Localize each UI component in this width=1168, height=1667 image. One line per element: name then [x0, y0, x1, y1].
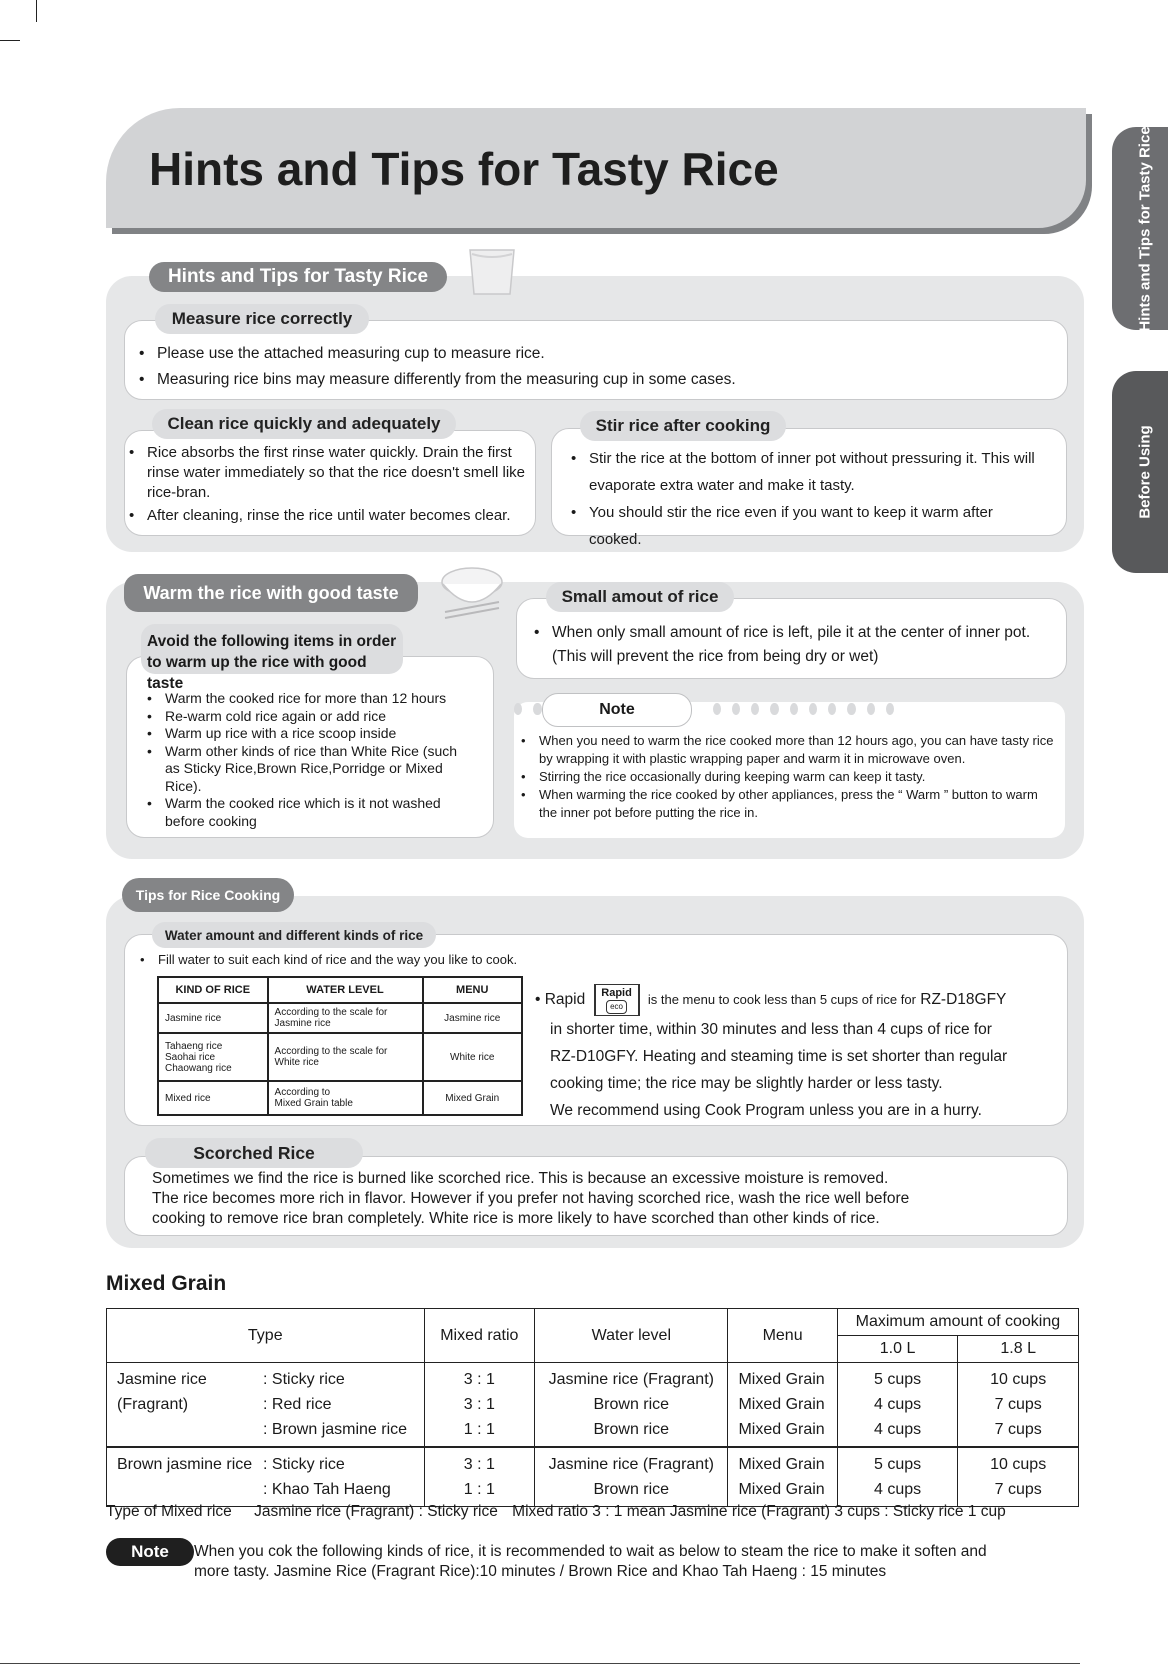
note-line: more tasty. Jasmine Rice (Fragrant Rice):10 minutes / Brown Rice and Khao Tah Haeng : 15 minutes — [194, 1563, 887, 1580]
menu-cell — [728, 1363, 837, 1448]
list-item: • Please use the attached measuring cup to measure rice. — [137, 341, 1037, 367]
mix-rice: : Sticky rice — [263, 1456, 345, 1473]
table-header: 1.8 L — [958, 1336, 1079, 1363]
table-cell: Mixed rice — [158, 1081, 268, 1115]
scorched-text — [152, 1169, 909, 1229]
menu-value: Mixed Grain — [738, 1396, 825, 1413]
table-header: MENU — [423, 977, 523, 1003]
base-rice: Brown jasmine rice — [117, 1456, 253, 1473]
water-value: Jasmine rice (Fragrant) — [548, 1456, 714, 1473]
list-item: • Warm the cooked rice which is it not washed before cooking — [145, 795, 475, 830]
list-item: • Stirring the rice occasionally during keeping warm can keep it tasty. — [519, 768, 1059, 786]
avoid-title-line: Avoid the following items in order — [147, 633, 397, 650]
table-cell: Tahaeng rice Saohai rice Chaowang rice — [158, 1033, 268, 1081]
list-item: • Rice absorbs the first rinse water quickly. Drain the first rinse water immediately so that the rice doesn't smell like rice-bran. — [127, 443, 527, 503]
note-title: Note — [542, 693, 692, 727]
table-cell: Mixed Grain — [423, 1081, 523, 1115]
water-cell — [535, 1363, 728, 1448]
cups-cell — [837, 1447, 958, 1507]
side-tab-hints[interactable] — [1112, 127, 1168, 330]
scorched-box — [124, 1156, 1068, 1236]
list-item: • Measuring rice bins may measure differently from the measuring cup in some cases. — [137, 367, 1037, 393]
table-row — [107, 1447, 1079, 1507]
small-rice-title: Small amout of rice — [546, 582, 734, 612]
ratio-cell — [424, 1363, 535, 1448]
mixed-grain-table — [106, 1308, 1079, 1507]
bottom-rule — [0, 1663, 1080, 1664]
measure-list — [137, 341, 1037, 393]
rapid-line: RZ-D10GFY. Heating and steaming time is set shorter than regular — [550, 1048, 1008, 1065]
scorched-title: Scorched Rice — [145, 1138, 363, 1168]
water-value: Jasmine rice (Fragrant) — [548, 1371, 714, 1388]
rapid-description — [535, 984, 1055, 1124]
base-rice: Jasmine rice — [117, 1371, 207, 1388]
table-cell: White rice — [423, 1033, 523, 1081]
scorched-line: The rice becomes more rich in flavor. However if you prefer not having scorched rice, wash the rice well before — [152, 1190, 910, 1207]
note-badge: Note — [106, 1538, 194, 1566]
list-item: • When you need to warm the rice cooked more than 12 hours ago, you can have tasty rice by wrapping it with plastic wrapping paper and warm it in microwave oven. — [519, 732, 1059, 768]
ratio-value: 1 : 1 — [463, 1481, 495, 1498]
water-intro — [138, 950, 738, 970]
menu-cell — [728, 1447, 837, 1507]
list-item: • Warm the cooked rice for more than 12 hours — [145, 690, 475, 708]
rapid-word: Rapid — [544, 991, 586, 1009]
list-item: • After cleaning, rinse the rice until water becomes clear. — [127, 506, 527, 526]
list-item: • You should stir the rice even if you want to keep it warm after cooked. — [569, 499, 1049, 553]
crop-mark — [0, 40, 20, 41]
water-value: Brown rice — [593, 1481, 670, 1498]
rapid-line — [535, 984, 1055, 1016]
mix-rice: : Red rice — [263, 1396, 332, 1413]
menu-value: Mixed Grain — [738, 1481, 825, 1498]
list-item: • Re-warm cold rice again or add rice — [145, 708, 475, 726]
water-value: Brown rice — [593, 1421, 670, 1438]
table-header: 1.0 L — [837, 1336, 958, 1363]
ratio-value: 3 : 1 — [463, 1456, 495, 1473]
footnote-part: Mixed ratio 3 : 1 mean Jasmine rice (Fragrant) 3 cups : Sticky rice 1 cup — [512, 1503, 1006, 1520]
table-header: Type — [107, 1309, 425, 1363]
table-row — [158, 1033, 522, 1081]
list-item: • When only small amount of rice is left, pile it at the center of inner pot. (This will prevent the rice from being dry or wet) — [532, 621, 1032, 669]
ratio-value: 3 : 1 — [463, 1396, 495, 1413]
table-header: Maximum amount of cooking — [837, 1309, 1078, 1336]
scorched-line: cooking to remove rice bran completely. White rice is more likely to have scorched than other kinds of rice. — [152, 1210, 880, 1227]
table-cell: Jasmine rice — [423, 1003, 523, 1033]
menu-value: Mixed Grain — [738, 1421, 825, 1438]
table-row — [158, 1003, 522, 1033]
table-cell: According to the scale for White rice — [268, 1033, 423, 1081]
stir-list — [569, 445, 1049, 553]
table-cell: According to Mixed Grain table — [268, 1081, 423, 1115]
mix-rice: : Sticky rice — [263, 1371, 345, 1388]
clean-box — [124, 430, 536, 536]
type-cell — [107, 1447, 425, 1507]
cups-value: 10 cups — [990, 1371, 1047, 1388]
cups-value: 7 cups — [994, 1421, 1042, 1438]
crop-mark — [36, 0, 37, 22]
rapid-text: is the menu to cook less than 5 cups of rice for — [647, 992, 916, 1008]
ratio-value: 1 : 1 — [463, 1421, 495, 1438]
clean-list — [127, 443, 527, 526]
small-rice-list — [532, 621, 1032, 669]
list-item: • Warm up rice with a rice scoop inside — [145, 725, 475, 743]
table-row — [107, 1363, 1079, 1448]
note-list — [519, 732, 1059, 822]
cups-value: 5 cups — [873, 1371, 922, 1388]
rapid-line: We recommend using Cook Program unless you are in a hurry. — [550, 1102, 982, 1119]
scorched-line: Sometimes we find the rice is burned like scorched rice. This is because an excessive moisture is removed. — [152, 1170, 889, 1187]
mixed-grain-footnote — [106, 1503, 1006, 1521]
cups-cell — [837, 1363, 958, 1448]
list-item: • Stir the rice at the bottom of inner pot without pressuring it. This will evaporate extra water and make it tasty. — [569, 445, 1049, 499]
water-title: Water amount and different kinds of rice — [152, 922, 436, 948]
table-header: WATER LEVEL — [268, 977, 423, 1003]
side-tab-label: Before Using — [1136, 425, 1154, 519]
page-title: Hints and Tips for Tasty Rice — [149, 143, 779, 195]
bullet: • — [535, 991, 545, 1009]
rapid-eco-icon — [594, 984, 640, 1016]
ratio-cell — [424, 1447, 535, 1507]
avoid-title — [141, 624, 403, 692]
cups-value: 4 cups — [873, 1421, 922, 1438]
water-level-table — [157, 976, 523, 1116]
table-header: Menu — [728, 1309, 837, 1363]
model-number: RZ-D18GFY — [920, 991, 1007, 1009]
stir-title: Stir rice after cooking — [580, 411, 786, 441]
cups-value: 5 cups — [873, 1456, 922, 1473]
note-line: When you cok the following kinds of rice, it is recommended to wait as below to steam the rice to make it soften and — [194, 1543, 987, 1560]
rapid-line: in shorter time, within 30 minutes and less than 4 cups of rice for — [550, 1021, 992, 1038]
mix-rice: : Brown jasmine rice — [263, 1421, 408, 1438]
cups-value: 7 cups — [994, 1481, 1042, 1498]
section-tips-heading: Tips for Rice Cooking — [122, 878, 294, 912]
stir-box — [551, 428, 1067, 548]
mix-rice: : Khao Tah Haeng — [263, 1481, 391, 1498]
measure-title: Measure rice correctly — [155, 304, 369, 334]
water-cell — [535, 1447, 728, 1507]
clean-title: Clean rice quickly and adequately — [152, 409, 456, 439]
table-header: Water level — [535, 1309, 728, 1363]
measuring-cup-icon — [466, 248, 518, 298]
bottom-note — [194, 1542, 987, 1582]
rapid-icon-label: Rapid — [601, 987, 632, 999]
list-item: • Fill water to suit each kind of rice and the way you like to cook. — [138, 950, 738, 970]
water-value: Brown rice — [593, 1396, 670, 1413]
avoid-list — [145, 690, 475, 830]
rice-bowl-icon — [437, 562, 507, 624]
side-tab-label: Hints and Tips for Tasty Rice — [1136, 125, 1154, 332]
menu-value: Mixed Grain — [738, 1456, 825, 1473]
mixed-grain-title: Mixed Grain — [106, 1272, 227, 1295]
base-rice: (Fragrant) — [117, 1396, 189, 1413]
list-item: • When warming the rice cooked by other appliances, press the “ Warm ” button to warm the inner pot before putting the rice in. — [519, 786, 1059, 822]
side-tab-before-using[interactable] — [1112, 371, 1168, 573]
table-cell: Jasmine rice — [158, 1003, 268, 1033]
table-header: KIND OF RICE — [158, 977, 268, 1003]
ratio-value: 3 : 1 — [463, 1371, 495, 1388]
cups-value: 10 cups — [990, 1456, 1047, 1473]
avoid-title-line: to warm up the rice with good taste — [147, 654, 367, 692]
cups-cell — [958, 1447, 1079, 1507]
section-warm-heading: Warm the rice with good taste — [124, 574, 418, 612]
cups-value: 4 cups — [873, 1481, 922, 1498]
rapid-line: cooking time; the rice may be slightly harder or less tasty. — [550, 1075, 943, 1092]
list-item: • Warm other kinds of rice than White Rice (such as Sticky Rice,Brown Rice,Porridge or Mixed Rice). — [145, 743, 475, 796]
cups-value: 7 cups — [994, 1396, 1042, 1413]
cups-cell — [958, 1363, 1079, 1448]
table-header: Mixed ratio — [424, 1309, 535, 1363]
cups-value: 4 cups — [873, 1396, 922, 1413]
table-cell: According to the scale for Jasmine rice — [268, 1003, 423, 1033]
menu-value: Mixed Grain — [738, 1371, 825, 1388]
eco-icon-label: eco — [606, 1000, 627, 1014]
type-cell — [107, 1363, 425, 1448]
footnote-part: Type of Mixed rice — [106, 1503, 232, 1520]
section-hints-heading: Hints and Tips for Tasty Rice — [149, 262, 447, 292]
table-row — [158, 1081, 522, 1115]
footnote-part: Jasmine rice (Fragrant) : Sticky rice — [254, 1503, 498, 1520]
